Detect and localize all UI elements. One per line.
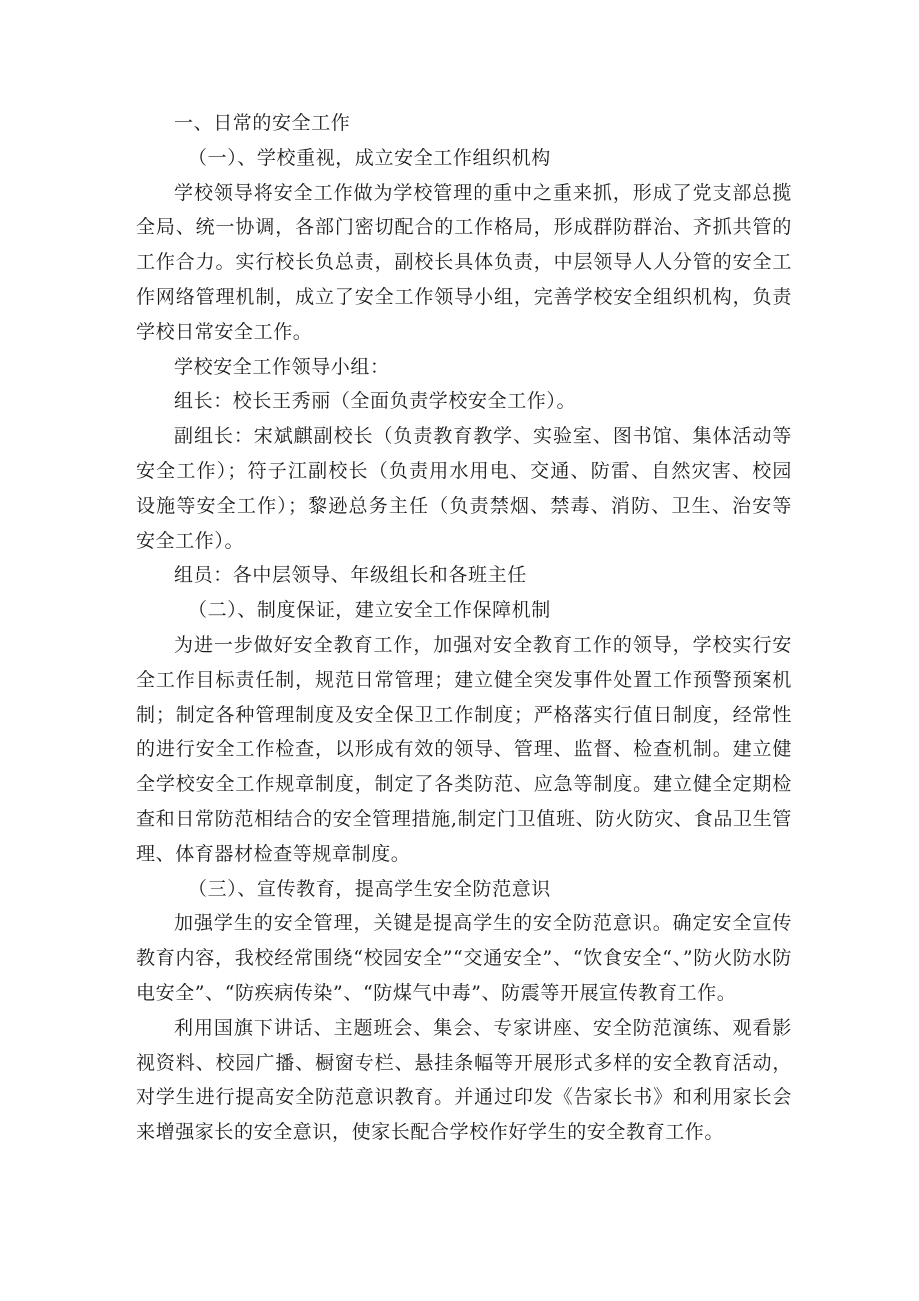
paragraph-section-1-intro: 学校领导将安全工作做为学校管理的重中之重来抓，形成了党支部总揽全局、统一协调，各部门密切配合的工作格局，形成群防群治、齐抓共管的工作合力。实行校长负总责，副校长具体负责，中层领导人人分管的安全工作网络管理机制，成立了安全工作领导小组，完善学校安全组织机构，负责学校日常安全工作。 [136, 181, 792, 343]
paragraph-section-3-b: 利用国旗下讲话、主题班会、集会、专家讲座、安全防范演练、观看影视资料、校园广播、橱窗专栏、悬挂条幅等开展形式多样的安全教育活动，对学生进行提高安全防范意识教育。并通过印发《告家长书》和利用家长会来增强家长的安全意识，使家长配合学校作好学生的安全教育工作。 [136, 1016, 792, 1144]
heading-section-1: （一）、学校重视，成立安全工作组织机构 [188, 146, 551, 169]
heading-section-3: （三）、宣传教育，提高学生安全防范意识 [188, 877, 551, 900]
heading-section-2: （二）、制度保证，建立安全工作保障机制 [188, 599, 551, 622]
paragraph-group-title: 学校安全工作领导小组： [174, 355, 390, 378]
paragraph-section-2: 为进一步做好安全教育工作，加强对安全教育工作的领导，学校实行安全工作目标责任制，规范日常管理；建立健全突发事件处置工作预警预案机制；制定各种管理制度及安全保卫工作制度；严格落实行值日制度，经常性的进行安全工作检查，以形成有效的领导、管理、监督、检查机制。建立健全学校安全工作规章制度，制定了各类防范、应急等制度。建立健全定期检查和日常防范相结合的安全管理措施,制定门卫值班、防火防灾、食品卫生管理、体育器材检查等规章制度。 [136, 633, 792, 865]
paragraph-section-3-a: 加强学生的安全管理，关键是提高学生的安全防范意识。确定安全宣传教育内容，我校经常围绕“校园安全”“交通安全”、“饮食安全“、”防火防水防电安全”、“防疾病传染”、“防煤气中毒”、防震等开展宣传教育工作。 [136, 912, 792, 1004]
paragraph-group-members: 组员：各中层领导、年级组长和各班主任 [174, 564, 527, 587]
heading-daily-safety-work: 一、日常的安全工作 [174, 112, 351, 134]
paragraph-group-leader: 组长：校长王秀丽（全面负责学校安全工作）。 [174, 390, 577, 413]
document-body [136, 106, 792, 1150]
paragraph-group-deputy: 副组长：宋斌麒副校长（负责教育教学、实验室、图书馆、集体活动等安全工作）；符子江副校长（负责用水用电、交通、防雷、自然灾害、校园设施等安全工作）；黎逊总务主任（负责禁烟、禁毒、消防、卫生、治安等安全工作）。 [136, 425, 792, 552]
